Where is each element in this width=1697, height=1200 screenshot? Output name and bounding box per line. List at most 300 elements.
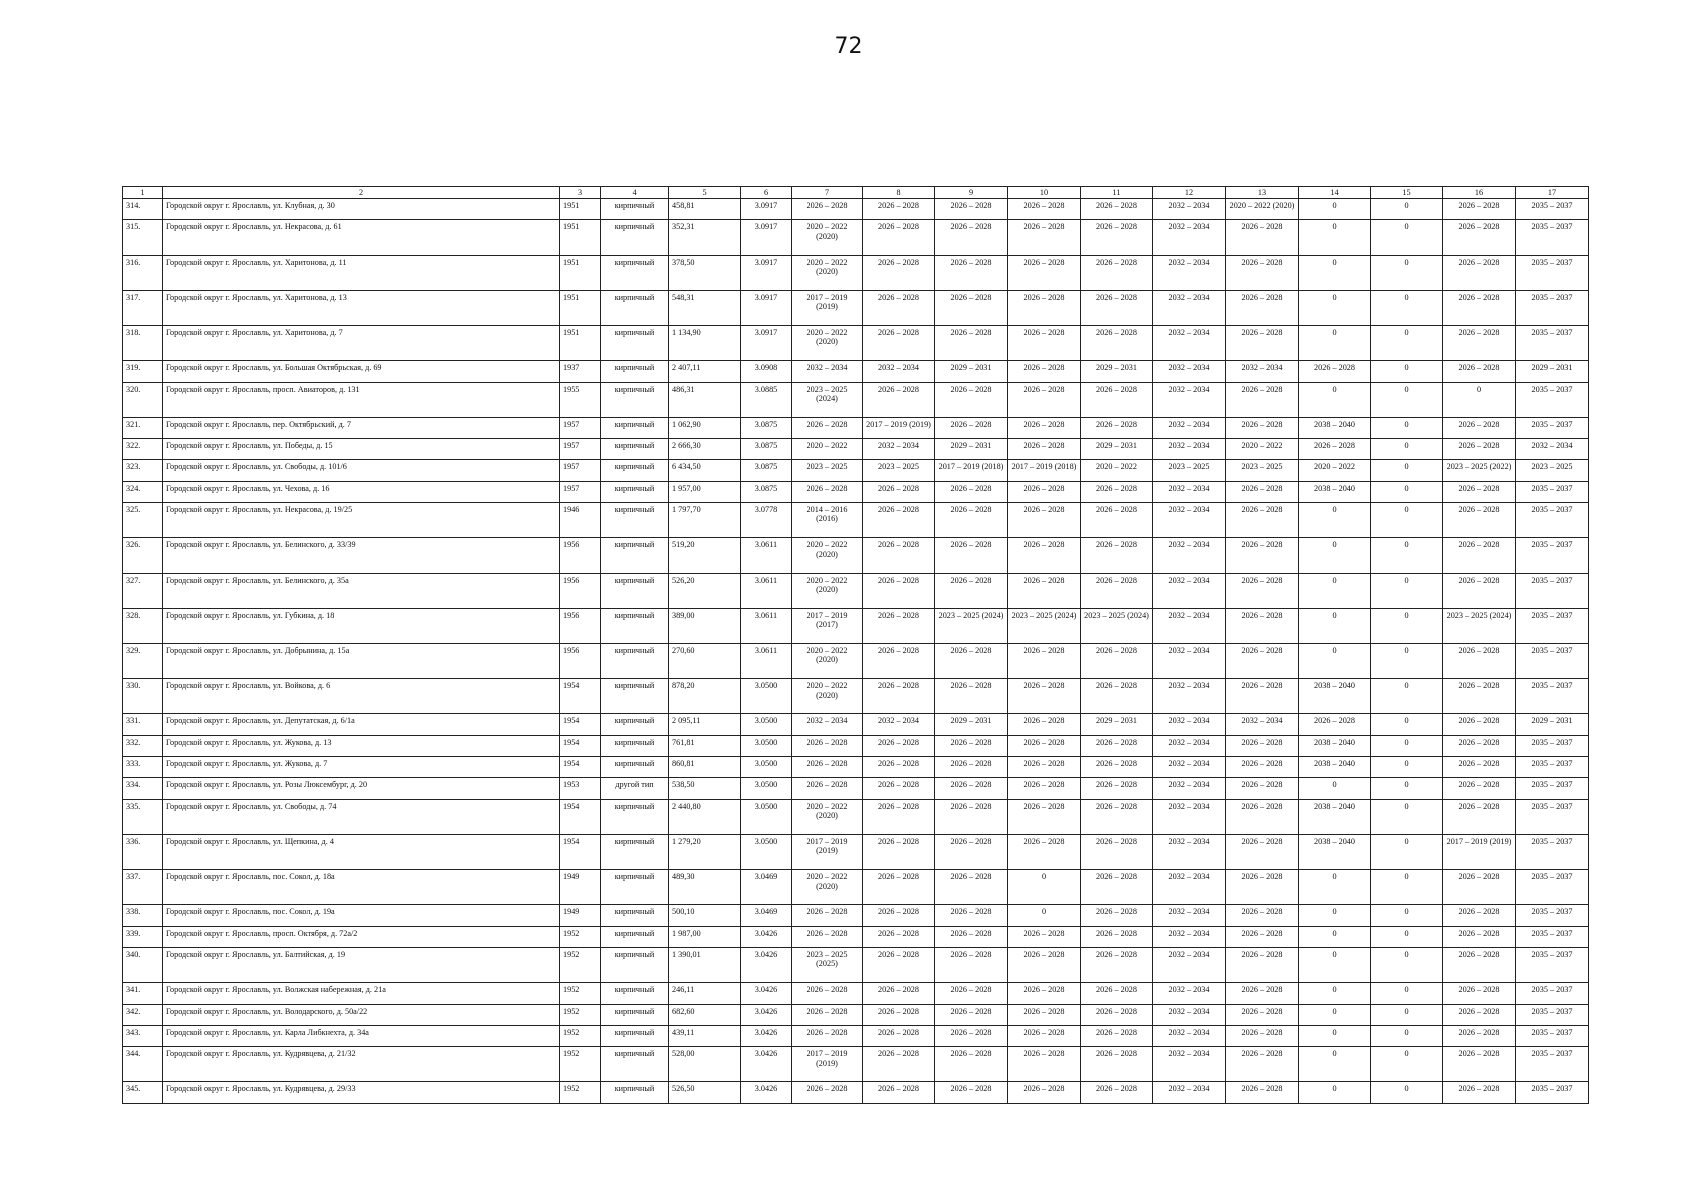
table-row (123, 1047, 1589, 1082)
period-col-17-cell: 2035 – 2037 (1516, 679, 1589, 714)
row-number-cell: 344. (123, 1047, 163, 1082)
period-col-10-cell: 2026 – 2028 (1008, 361, 1081, 382)
period-col-14-cell: 0 (1299, 255, 1371, 290)
period-col-11-cell: 2026 – 2028 (1081, 573, 1153, 608)
period-col-10-cell: 2026 – 2028 (1008, 1004, 1081, 1025)
period-col-16-cell: 2026 – 2028 (1443, 714, 1516, 735)
row-number-cell: 315. (123, 220, 163, 255)
priority-index-cell: 3.0611 (741, 643, 792, 678)
period-col-13-cell: 2026 – 2028 (1226, 255, 1299, 290)
address-cell: Городской округ г. Ярославль, пер. Октябрьский, д. 7 (163, 417, 560, 438)
period-col-7-cell: 2026 – 2028 (792, 983, 863, 1004)
period-col-16-cell: 0 (1443, 382, 1516, 417)
period-col-8-cell: 2026 – 2028 (863, 573, 935, 608)
period-col-13-cell: 2026 – 2028 (1226, 538, 1299, 573)
period-col-14-cell: 0 (1299, 870, 1371, 905)
build-year-cell: 1951 (560, 199, 601, 220)
period-col-10-cell: 2017 – 2019 (2018) (1008, 460, 1081, 481)
table-row (123, 870, 1589, 905)
column-number-9: 9 (935, 187, 1008, 199)
table-row (123, 983, 1589, 1004)
period-col-12-cell: 2032 – 2034 (1153, 220, 1226, 255)
row-number-cell: 328. (123, 608, 163, 643)
period-col-11-cell: 2026 – 2028 (1081, 503, 1153, 538)
row-number-cell: 316. (123, 255, 163, 290)
table-row (123, 382, 1589, 417)
period-col-16-cell: 2026 – 2028 (1443, 1004, 1516, 1025)
area-cell: 761,81 (669, 735, 741, 756)
wall-material-cell: кирпичный (601, 1047, 669, 1082)
period-col-11-cell: 2026 – 2028 (1081, 643, 1153, 678)
period-col-13-cell: 2032 – 2034 (1226, 361, 1299, 382)
period-col-12-cell: 2032 – 2034 (1153, 926, 1226, 947)
priority-index-cell: 3.0500 (741, 778, 792, 799)
period-col-14-cell: 0 (1299, 220, 1371, 255)
period-col-15-cell: 0 (1371, 948, 1443, 983)
period-col-9-cell: 2026 – 2028 (935, 735, 1008, 756)
area-cell: 2 407,11 (669, 361, 741, 382)
period-col-9-cell: 2026 – 2028 (935, 481, 1008, 502)
build-year-cell: 1952 (560, 1004, 601, 1025)
table-row (123, 481, 1589, 502)
build-year-cell: 1955 (560, 382, 601, 417)
period-col-16-cell: 2026 – 2028 (1443, 1025, 1516, 1046)
period-col-15-cell: 0 (1371, 417, 1443, 438)
period-col-17-cell: 2035 – 2037 (1516, 1047, 1589, 1082)
period-col-8-cell: 2026 – 2028 (863, 608, 935, 643)
build-year-cell: 1951 (560, 255, 601, 290)
address-cell: Городской округ г. Ярославль, ул. Добрынина, д. 15а (163, 643, 560, 678)
period-col-9-cell: 2026 – 2028 (935, 573, 1008, 608)
period-col-15-cell: 0 (1371, 834, 1443, 869)
period-col-10-cell: 0 (1008, 870, 1081, 905)
period-col-13-cell: 2026 – 2028 (1226, 870, 1299, 905)
address-cell: Городской округ г. Ярославль, ул. Белинского, д. 35а (163, 573, 560, 608)
period-col-17-cell: 2035 – 2037 (1516, 417, 1589, 438)
wall-material-cell: кирпичный (601, 608, 669, 643)
period-col-17-cell: 2035 – 2037 (1516, 326, 1589, 361)
period-col-11-cell: 2026 – 2028 (1081, 1004, 1153, 1025)
period-col-15-cell: 0 (1371, 778, 1443, 799)
row-number-cell: 341. (123, 983, 163, 1004)
period-col-13-cell: 2032 – 2034 (1226, 714, 1299, 735)
period-col-17-cell: 2023 – 2025 (1516, 460, 1589, 481)
period-col-9-cell: 2026 – 2028 (935, 503, 1008, 538)
period-col-11-cell: 2026 – 2028 (1081, 735, 1153, 756)
period-col-14-cell: 0 (1299, 503, 1371, 538)
period-col-7-cell: 2020 – 2022 (2020) (792, 643, 863, 678)
priority-index-cell: 3.0426 (741, 1025, 792, 1046)
period-col-17-cell: 2035 – 2037 (1516, 255, 1589, 290)
period-col-13-cell: 2026 – 2028 (1226, 948, 1299, 983)
period-col-12-cell: 2032 – 2034 (1153, 439, 1226, 460)
period-col-11-cell: 2026 – 2028 (1081, 481, 1153, 502)
period-col-12-cell: 2032 – 2034 (1153, 1004, 1226, 1025)
period-col-12-cell: 2032 – 2034 (1153, 503, 1226, 538)
period-col-10-cell: 2026 – 2028 (1008, 778, 1081, 799)
priority-index-cell: 3.0500 (741, 679, 792, 714)
period-col-9-cell: 2029 – 2031 (935, 439, 1008, 460)
period-col-10-cell: 2026 – 2028 (1008, 983, 1081, 1004)
wall-material-cell: кирпичный (601, 983, 669, 1004)
period-col-13-cell: 2026 – 2028 (1226, 679, 1299, 714)
row-number-cell: 326. (123, 538, 163, 573)
period-col-8-cell: 2026 – 2028 (863, 926, 935, 947)
period-col-10-cell: 2026 – 2028 (1008, 948, 1081, 983)
build-year-cell: 1952 (560, 983, 601, 1004)
period-col-10-cell: 2026 – 2028 (1008, 382, 1081, 417)
period-col-16-cell: 2026 – 2028 (1443, 870, 1516, 905)
period-col-16-cell: 2026 – 2028 (1443, 481, 1516, 502)
period-col-13-cell: 2026 – 2028 (1226, 573, 1299, 608)
period-col-9-cell: 2026 – 2028 (935, 538, 1008, 573)
address-cell: Городской округ г. Ярославль, ул. Волжская набережная, д. 21а (163, 983, 560, 1004)
period-col-8-cell: 2026 – 2028 (863, 1082, 935, 1104)
table-row (123, 417, 1589, 438)
area-cell: 389,00 (669, 608, 741, 643)
period-col-15-cell: 0 (1371, 460, 1443, 481)
period-col-14-cell: 2038 – 2040 (1299, 799, 1371, 834)
priority-index-cell: 3.0426 (741, 983, 792, 1004)
period-col-11-cell: 2026 – 2028 (1081, 417, 1153, 438)
build-year-cell: 1956 (560, 573, 601, 608)
wall-material-cell: кирпичный (601, 439, 669, 460)
period-col-10-cell: 2026 – 2028 (1008, 735, 1081, 756)
address-cell: Городской округ г. Ярославль, ул. Володарского, д. 50а/22 (163, 1004, 560, 1025)
period-col-15-cell: 0 (1371, 1025, 1443, 1046)
period-col-15-cell: 0 (1371, 679, 1443, 714)
period-col-11-cell: 2026 – 2028 (1081, 799, 1153, 834)
period-col-15-cell: 0 (1371, 326, 1443, 361)
row-number-cell: 323. (123, 460, 163, 481)
address-cell: Городской округ г. Ярославль, ул. Харитонова, д. 7 (163, 326, 560, 361)
period-col-7-cell: 2020 – 2022 (2020) (792, 870, 863, 905)
period-col-14-cell: 0 (1299, 948, 1371, 983)
wall-material-cell: кирпичный (601, 361, 669, 382)
period-col-10-cell: 2023 – 2025 (2024) (1008, 608, 1081, 643)
period-col-12-cell: 2032 – 2034 (1153, 361, 1226, 382)
period-col-9-cell: 2026 – 2028 (935, 643, 1008, 678)
address-cell: Городской округ г. Ярославль, ул. Кудрявцева, д. 29/33 (163, 1082, 560, 1104)
address-cell: Городской округ г. Ярославль, ул. Большая Октябрьская, д. 69 (163, 361, 560, 382)
table-row (123, 361, 1589, 382)
period-col-15-cell: 0 (1371, 983, 1443, 1004)
build-year-cell: 1956 (560, 608, 601, 643)
column-number-5: 5 (669, 187, 741, 199)
address-cell: Городской округ г. Ярославль, ул. Свободы, д. 74 (163, 799, 560, 834)
wall-material-cell: кирпичный (601, 757, 669, 778)
period-col-15-cell: 0 (1371, 1004, 1443, 1025)
period-col-17-cell: 2035 – 2037 (1516, 643, 1589, 678)
build-year-cell: 1953 (560, 778, 601, 799)
period-col-14-cell: 0 (1299, 1025, 1371, 1046)
period-col-14-cell: 0 (1299, 608, 1371, 643)
wall-material-cell: кирпичный (601, 1025, 669, 1046)
period-col-17-cell: 2035 – 2037 (1516, 757, 1589, 778)
priority-index-cell: 3.0426 (741, 1047, 792, 1082)
period-col-7-cell: 2020 – 2022 (2020) (792, 679, 863, 714)
period-col-7-cell: 2014 – 2016 (2016) (792, 503, 863, 538)
address-cell: Городской округ г. Ярославль, ул. Победы, д. 15 (163, 439, 560, 460)
period-col-14-cell: 2026 – 2028 (1299, 714, 1371, 735)
period-col-7-cell: 2017 – 2019 (2019) (792, 290, 863, 325)
table-row (123, 1004, 1589, 1025)
period-col-17-cell: 2035 – 2037 (1516, 948, 1589, 983)
area-cell: 439,11 (669, 1025, 741, 1046)
wall-material-cell: кирпичный (601, 503, 669, 538)
period-col-9-cell: 2026 – 2028 (935, 905, 1008, 926)
area-cell: 519,20 (669, 538, 741, 573)
period-col-17-cell: 2035 – 2037 (1516, 220, 1589, 255)
period-col-12-cell: 2032 – 2034 (1153, 983, 1226, 1004)
period-col-15-cell: 0 (1371, 503, 1443, 538)
column-number-13: 13 (1226, 187, 1299, 199)
period-col-11-cell: 2026 – 2028 (1081, 382, 1153, 417)
row-number-cell: 324. (123, 481, 163, 502)
priority-index-cell: 3.0917 (741, 326, 792, 361)
table-row (123, 460, 1589, 481)
period-col-9-cell: 2023 – 2025 (2024) (935, 608, 1008, 643)
period-col-8-cell: 2026 – 2028 (863, 220, 935, 255)
period-col-16-cell: 2023 – 2025 (2022) (1443, 460, 1516, 481)
period-col-13-cell: 2026 – 2028 (1226, 1025, 1299, 1046)
row-number-cell: 337. (123, 870, 163, 905)
period-col-9-cell: 2026 – 2028 (935, 778, 1008, 799)
build-year-cell: 1954 (560, 799, 601, 834)
period-col-10-cell: 2026 – 2028 (1008, 1082, 1081, 1104)
period-col-7-cell: 2026 – 2028 (792, 481, 863, 502)
row-number-cell: 335. (123, 799, 163, 834)
period-col-16-cell: 2026 – 2028 (1443, 905, 1516, 926)
area-cell: 1 134,90 (669, 326, 741, 361)
column-number-2: 2 (163, 187, 560, 199)
row-number-cell: 342. (123, 1004, 163, 1025)
period-col-8-cell: 2026 – 2028 (863, 255, 935, 290)
table-row (123, 926, 1589, 947)
period-col-17-cell: 2035 – 2037 (1516, 503, 1589, 538)
period-col-12-cell: 2032 – 2034 (1153, 538, 1226, 573)
period-col-11-cell: 2026 – 2028 (1081, 834, 1153, 869)
table-row (123, 220, 1589, 255)
address-cell: Городской округ г. Ярославль, ул. Некрасова, д. 19/25 (163, 503, 560, 538)
area-cell: 1 957,00 (669, 481, 741, 502)
row-number-cell: 321. (123, 417, 163, 438)
period-col-13-cell: 2026 – 2028 (1226, 1004, 1299, 1025)
period-col-12-cell: 2032 – 2034 (1153, 326, 1226, 361)
period-col-11-cell: 2026 – 2028 (1081, 983, 1153, 1004)
period-col-14-cell: 0 (1299, 926, 1371, 947)
area-cell: 246,11 (669, 983, 741, 1004)
period-col-8-cell: 2026 – 2028 (863, 735, 935, 756)
table-row (123, 1082, 1589, 1104)
area-cell: 538,50 (669, 778, 741, 799)
period-col-13-cell: 2026 – 2028 (1226, 1082, 1299, 1104)
period-col-13-cell: 2026 – 2028 (1226, 778, 1299, 799)
column-number-4: 4 (601, 187, 669, 199)
period-col-8-cell: 2032 – 2034 (863, 714, 935, 735)
column-number-12: 12 (1153, 187, 1226, 199)
table-row (123, 573, 1589, 608)
address-cell: Городской округ г. Ярославль, ул. Белинского, д. 33/39 (163, 538, 560, 573)
period-col-16-cell: 2026 – 2028 (1443, 417, 1516, 438)
period-col-17-cell: 2035 – 2037 (1516, 199, 1589, 220)
period-col-10-cell: 2026 – 2028 (1008, 417, 1081, 438)
build-year-cell: 1951 (560, 326, 601, 361)
table-row (123, 757, 1589, 778)
row-number-cell: 319. (123, 361, 163, 382)
period-col-12-cell: 2032 – 2034 (1153, 643, 1226, 678)
period-col-8-cell: 2026 – 2028 (863, 983, 935, 1004)
priority-index-cell: 3.0500 (741, 714, 792, 735)
wall-material-cell: кирпичный (601, 481, 669, 502)
column-number-14: 14 (1299, 187, 1371, 199)
period-col-10-cell: 2026 – 2028 (1008, 757, 1081, 778)
address-cell: Городской округ г. Ярославль, ул. Губкина, д. 18 (163, 608, 560, 643)
period-col-10-cell: 2026 – 2028 (1008, 481, 1081, 502)
period-col-10-cell: 0 (1008, 905, 1081, 926)
period-col-12-cell: 2032 – 2034 (1153, 608, 1226, 643)
period-col-17-cell: 2035 – 2037 (1516, 799, 1589, 834)
period-col-7-cell: 2026 – 2028 (792, 417, 863, 438)
period-col-14-cell: 2038 – 2040 (1299, 834, 1371, 869)
area-cell: 2 440,80 (669, 799, 741, 834)
period-col-17-cell: 2035 – 2037 (1516, 1004, 1589, 1025)
period-col-11-cell: 2026 – 2028 (1081, 538, 1153, 573)
period-col-9-cell: 2026 – 2028 (935, 679, 1008, 714)
area-cell: 526,20 (669, 573, 741, 608)
row-number-cell: 314. (123, 199, 163, 220)
period-col-7-cell: 2023 – 2025 (792, 460, 863, 481)
period-col-13-cell: 2026 – 2028 (1226, 503, 1299, 538)
period-col-13-cell: 2026 – 2028 (1226, 834, 1299, 869)
period-col-8-cell: 2026 – 2028 (863, 290, 935, 325)
period-col-8-cell: 2026 – 2028 (863, 834, 935, 869)
row-number-cell: 343. (123, 1025, 163, 1046)
address-cell: Городской округ г. Ярославль, ул. Депутатская, д. 6/1а (163, 714, 560, 735)
period-col-16-cell: 2026 – 2028 (1443, 757, 1516, 778)
period-col-12-cell: 2032 – 2034 (1153, 834, 1226, 869)
period-col-17-cell: 2035 – 2037 (1516, 1025, 1589, 1046)
period-col-12-cell: 2032 – 2034 (1153, 870, 1226, 905)
period-col-13-cell: 2026 – 2028 (1226, 608, 1299, 643)
period-col-16-cell: 2026 – 2028 (1443, 983, 1516, 1004)
table-row (123, 643, 1589, 678)
wall-material-cell: кирпичный (601, 290, 669, 325)
period-col-14-cell: 2026 – 2028 (1299, 439, 1371, 460)
priority-index-cell: 3.0469 (741, 870, 792, 905)
address-cell: Городской округ г. Ярославль, пос. Сокол, д. 19а (163, 905, 560, 926)
period-col-8-cell: 2026 – 2028 (863, 1004, 935, 1025)
period-col-13-cell: 2026 – 2028 (1226, 220, 1299, 255)
period-col-11-cell: 2023 – 2025 (2024) (1081, 608, 1153, 643)
period-col-14-cell: 0 (1299, 290, 1371, 325)
column-number-7: 7 (792, 187, 863, 199)
column-number-6: 6 (741, 187, 792, 199)
period-col-17-cell: 2035 – 2037 (1516, 983, 1589, 1004)
period-col-8-cell: 2026 – 2028 (863, 503, 935, 538)
area-cell: 1 279,20 (669, 834, 741, 869)
row-number-cell: 334. (123, 778, 163, 799)
period-col-10-cell: 2026 – 2028 (1008, 255, 1081, 290)
period-col-8-cell: 2023 – 2025 (863, 460, 935, 481)
priority-index-cell: 3.0778 (741, 503, 792, 538)
period-col-12-cell: 2032 – 2034 (1153, 573, 1226, 608)
period-col-12-cell: 2032 – 2034 (1153, 714, 1226, 735)
area-cell: 878,20 (669, 679, 741, 714)
period-col-13-cell: 2026 – 2028 (1226, 799, 1299, 834)
period-col-13-cell: 2020 – 2022 (1226, 439, 1299, 460)
period-col-12-cell: 2032 – 2034 (1153, 255, 1226, 290)
period-col-9-cell: 2029 – 2031 (935, 714, 1008, 735)
period-col-10-cell: 2026 – 2028 (1008, 1047, 1081, 1082)
address-cell: Городской округ г. Ярославль, ул. Жукова, д. 13 (163, 735, 560, 756)
period-col-8-cell: 2026 – 2028 (863, 1025, 935, 1046)
period-col-16-cell: 2026 – 2028 (1443, 326, 1516, 361)
period-col-14-cell: 2038 – 2040 (1299, 735, 1371, 756)
area-cell: 1 987,00 (669, 926, 741, 947)
address-cell: Городской округ г. Ярославль, ул. Некрасова, д. 61 (163, 220, 560, 255)
table-row (123, 538, 1589, 573)
period-col-9-cell: 2026 – 2028 (935, 199, 1008, 220)
period-col-17-cell: 2035 – 2037 (1516, 905, 1589, 926)
build-year-cell: 1954 (560, 679, 601, 714)
priority-index-cell: 3.0917 (741, 255, 792, 290)
row-number-cell: 325. (123, 503, 163, 538)
area-cell: 489,30 (669, 870, 741, 905)
period-col-13-cell: 2026 – 2028 (1226, 735, 1299, 756)
wall-material-cell: кирпичный (601, 643, 669, 678)
period-col-14-cell: 0 (1299, 199, 1371, 220)
period-col-8-cell: 2026 – 2028 (863, 679, 935, 714)
period-col-7-cell: 2032 – 2034 (792, 361, 863, 382)
period-col-17-cell: 2035 – 2037 (1516, 573, 1589, 608)
period-col-17-cell: 2029 – 2031 (1516, 361, 1589, 382)
address-cell: Городской округ г. Ярославль, ул. Войкова, д. 6 (163, 679, 560, 714)
build-year-cell: 1956 (560, 538, 601, 573)
row-number-cell: 317. (123, 290, 163, 325)
row-number-cell: 336. (123, 834, 163, 869)
build-year-cell: 1957 (560, 460, 601, 481)
table-row (123, 714, 1589, 735)
period-col-15-cell: 0 (1371, 220, 1443, 255)
priority-index-cell: 3.0885 (741, 382, 792, 417)
build-year-cell: 1949 (560, 870, 601, 905)
period-col-9-cell: 2026 – 2028 (935, 326, 1008, 361)
period-col-16-cell: 2026 – 2028 (1443, 503, 1516, 538)
period-col-16-cell: 2026 – 2028 (1443, 361, 1516, 382)
build-year-cell: 1952 (560, 948, 601, 983)
period-col-7-cell: 2026 – 2028 (792, 926, 863, 947)
period-col-11-cell: 2026 – 2028 (1081, 1025, 1153, 1046)
period-col-15-cell: 0 (1371, 714, 1443, 735)
period-col-12-cell: 2032 – 2034 (1153, 757, 1226, 778)
period-col-15-cell: 0 (1371, 1047, 1443, 1082)
period-col-9-cell: 2026 – 2028 (935, 255, 1008, 290)
period-col-14-cell: 2038 – 2040 (1299, 757, 1371, 778)
period-col-10-cell: 2026 – 2028 (1008, 679, 1081, 714)
priority-index-cell: 3.0500 (741, 757, 792, 778)
period-col-10-cell: 2026 – 2028 (1008, 439, 1081, 460)
period-col-11-cell: 2020 – 2022 (1081, 460, 1153, 481)
period-col-13-cell: 2026 – 2028 (1226, 481, 1299, 502)
table-row (123, 799, 1589, 834)
period-col-17-cell: 2035 – 2037 (1516, 926, 1589, 947)
period-col-7-cell: 2023 – 2025 (2025) (792, 948, 863, 983)
period-col-9-cell: 2026 – 2028 (935, 417, 1008, 438)
priority-index-cell: 3.0917 (741, 220, 792, 255)
priority-index-cell: 3.0500 (741, 799, 792, 834)
period-col-9-cell: 2026 – 2028 (935, 834, 1008, 869)
